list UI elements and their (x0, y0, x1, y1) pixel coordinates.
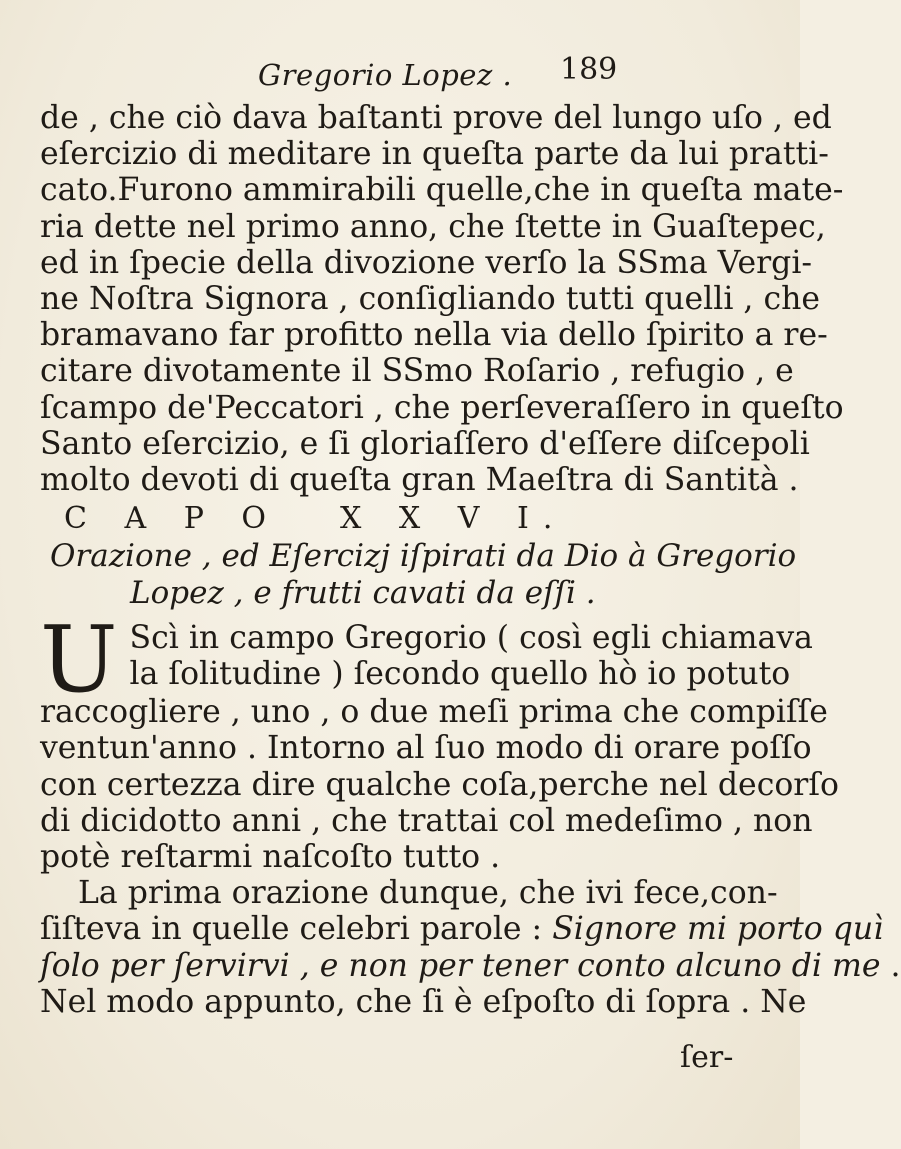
page-number: 189 (560, 52, 618, 87)
chapter-subtitle-line-2: Lopez , e frutti cavati da eſſi . (130, 575, 596, 612)
text-line: con certezza dire qualche coſa,perche nel decorſo (40, 766, 839, 803)
text-line (40, 947, 901, 984)
chapter-heading (40, 500, 762, 538)
text-block (40, 100, 901, 1020)
text-line: molto devoti di queſta gran Maeſtra di Santità . (40, 462, 799, 499)
chapter-word: C A P O (64, 501, 281, 537)
text-line: bramavano far profitto nella via dello ſpirito a re- (40, 317, 828, 354)
text-line: de , che ciò dava baſtanti prove del lungo uſo , ed (40, 100, 832, 136)
text-line (40, 911, 884, 948)
text-line: ria dette nel primo anno, che ſtette in Guaſtepec, (40, 208, 826, 245)
text-line: potè reſtarmi naſcoſto tutto . (40, 839, 501, 876)
chapter-numeral: X X V I. (340, 501, 567, 537)
text-line: ed in ſpecie della divozione verſo la SSma Vergi- (40, 244, 813, 281)
catchword: ſer- (680, 1040, 734, 1075)
paragraph-2 (40, 606, 839, 876)
chapter-subtitle-line-1: Orazione , ed Eſercizj iſpirati da Dio à Gregorio (50, 538, 797, 575)
text-line: cato.Furono ammirabili quelle,che in queſta mate- (40, 172, 844, 209)
quoted-words: ſolo per ſervirvi , e non per tener conto alcuno di me (40, 947, 881, 984)
text-span: ſiſteva in quelle celebri parole : (40, 911, 553, 948)
text-span: . (880, 947, 901, 984)
text-line: Scì in campo Gregorio ( così egli chiamava (129, 620, 813, 657)
text-line: eſercizio di meditare in queſta parte da lui pratti- (40, 136, 829, 173)
text-line: ne Noſtra Signora , conſigliando tutti quelli , che (40, 281, 821, 318)
text-line: di dicidotto anni , che trattai col medeſimo , non (40, 802, 813, 839)
text-line: ventun'anno . Intorno al ſuo modo di orare poſſo (40, 730, 812, 767)
text-line: citare divotamente il SSmo Roſario , refugio , e (40, 353, 794, 390)
text-line: la ſolitudine ) ſecondo quello hò io potuto (129, 656, 791, 693)
text-line: ſcampo de'Peccatori , che perſeveraſſero in queſto (40, 389, 844, 426)
drop-cap: U (40, 606, 118, 714)
paragraph-1 (40, 100, 844, 499)
text-line: Santo eſercizio, e ſi gloriaſſero d'eſſere diſcepoli (40, 425, 810, 462)
text-line: Nel modo appunto, che ſi è eſpoſto di ſopra . Ne (40, 983, 807, 1020)
quoted-words: Signore mi porto quì (552, 911, 884, 948)
running-head: Gregorio Lopez . (258, 58, 513, 92)
text-line: raccogliere , uno , o due meſi prima che compiſſe (40, 694, 828, 731)
paragraph-3 (40, 875, 901, 1020)
text-line: La prima orazione dunque, che ivi fece,con- (78, 875, 778, 912)
